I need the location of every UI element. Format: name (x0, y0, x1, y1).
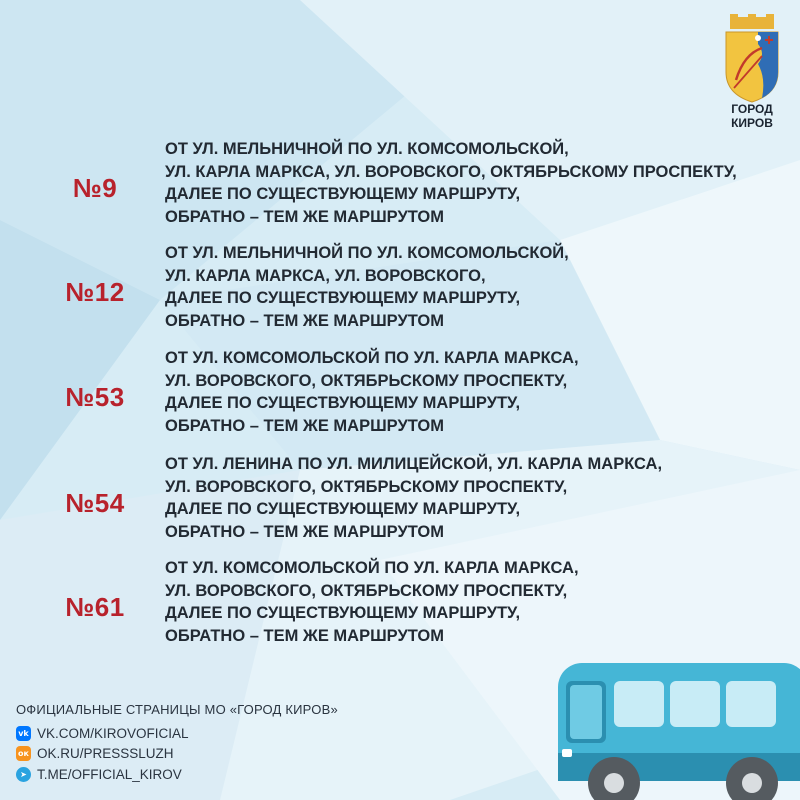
route-number: №53 (65, 381, 125, 412)
city-name-line-1: ГОРОД (731, 102, 773, 116)
route-number: №61 (65, 591, 125, 622)
route-line: ОТ УЛ. МЕЛЬНИЧНОЙ ПО УЛ. КОМСОМОЛЬСКОЙ, (165, 140, 569, 158)
route-item (0, 242, 790, 342)
official-pages-footer (16, 702, 338, 785)
social-link-text[interactable]: VK.COM/KIROVOFICIAL (37, 725, 189, 741)
route-line: ОБРАТНО – ТЕМ ЖЕ МАРШРУТОМ (165, 522, 444, 541)
bus-icon (548, 655, 800, 800)
route-line: ОТ УЛ. МЕЛЬНИЧНОЙ ПО УЛ. КОМСОМОЛЬСКОЙ, (165, 244, 569, 262)
route-number: №12 (65, 276, 125, 307)
route-line: ОБРАТНО – ТЕМ ЖЕ МАРШРУТОМ (165, 626, 444, 645)
route-item (0, 347, 790, 447)
route-line: ДАЛЕЕ ПО СУЩЕСТВУЮЩЕМУ МАРШРУТУ, (165, 185, 521, 203)
route-line: ДАЛЕЕ ПО СУЩЕСТВУЮЩЕМУ МАРШРУТУ, (165, 500, 521, 518)
route-line: ОТ УЛ. КОМСОМОЛЬСКОЙ ПО УЛ. КАРЛА МАРКСА, (165, 349, 579, 367)
route-description (165, 453, 785, 543)
route-line: УЛ. ВОРОВСКОГО, ОКТЯБРЬСКОМУ ПРОСПЕКТУ, (165, 371, 568, 390)
vk-icon: vk (16, 726, 31, 741)
city-name-line-2: КИРОВ (731, 116, 773, 130)
route-item (0, 138, 790, 238)
route-item (0, 453, 790, 553)
route-line: ДАЛЕЕ ПО СУЩЕСТВУЮЩЕМУ МАРШРУТУ, (165, 604, 521, 622)
route-line: ОТ УЛ. КОМСОМОЛЬСКОЙ ПО УЛ. КАРЛА МАРКСА, (165, 559, 579, 577)
route-number: №54 (65, 487, 125, 518)
social-link-telegram[interactable] (16, 764, 338, 785)
route-line: ДАЛЕЕ ПО СУЩЕСТВУЮЩЕМУ МАРШРУТУ, (165, 289, 521, 307)
route-line: ОБРАТНО – ТЕМ ЖЕ МАРШРУТОМ (165, 311, 444, 330)
route-description (165, 242, 785, 332)
social-link-ok[interactable] (16, 744, 338, 765)
route-line: ОБРАТНО – ТЕМ ЖЕ МАРШРУТОМ (165, 207, 444, 226)
route-description (165, 138, 785, 228)
city-name-label (716, 102, 788, 130)
route-line: УЛ. КАРЛА МАРКСА, УЛ. ВОРОВСКОГО, ОКТЯБРЬСКОМУ ПРОСПЕКТУ, (165, 162, 737, 181)
kirov-coat-of-arms-icon (722, 14, 782, 104)
route-line: ОТ УЛ. ЛЕНИНА ПО УЛ. МИЛИЦЕЙСКОЙ, УЛ. КАРЛА МАРКСА, (165, 455, 663, 473)
footer-title: ОФИЦИАЛЬНЫЕ СТРАНИЦЫ МО «ГОРОД КИРОВ» (16, 702, 338, 717)
social-link-text[interactable]: OK.RU/PRESSSLUZH (37, 746, 174, 762)
route-description (165, 347, 785, 437)
social-link-text[interactable]: T.ME/OFFICIAL_KIROV (37, 766, 182, 782)
route-line: УЛ. КАРЛА МАРКСА, УЛ. ВОРОВСКОГО, (165, 266, 486, 285)
route-line: УЛ. ВОРОВСКОГО, ОКТЯБРЬСКОМУ ПРОСПЕКТУ, (165, 477, 568, 496)
route-line: УЛ. ВОРОВСКОГО, ОКТЯБРЬСКОМУ ПРОСПЕКТУ, (165, 581, 568, 600)
telegram-icon: ➤ (16, 767, 31, 782)
social-link-vk[interactable] (16, 723, 338, 744)
route-number: №9 (72, 172, 118, 203)
route-item (0, 557, 790, 657)
route-line: ОБРАТНО – ТЕМ ЖЕ МАРШРУТОМ (165, 416, 444, 435)
ok-icon: ок (16, 746, 31, 761)
route-line: ДАЛЕЕ ПО СУЩЕСТВУЮЩЕМУ МАРШРУТУ, (165, 394, 521, 412)
route-description (165, 557, 785, 647)
